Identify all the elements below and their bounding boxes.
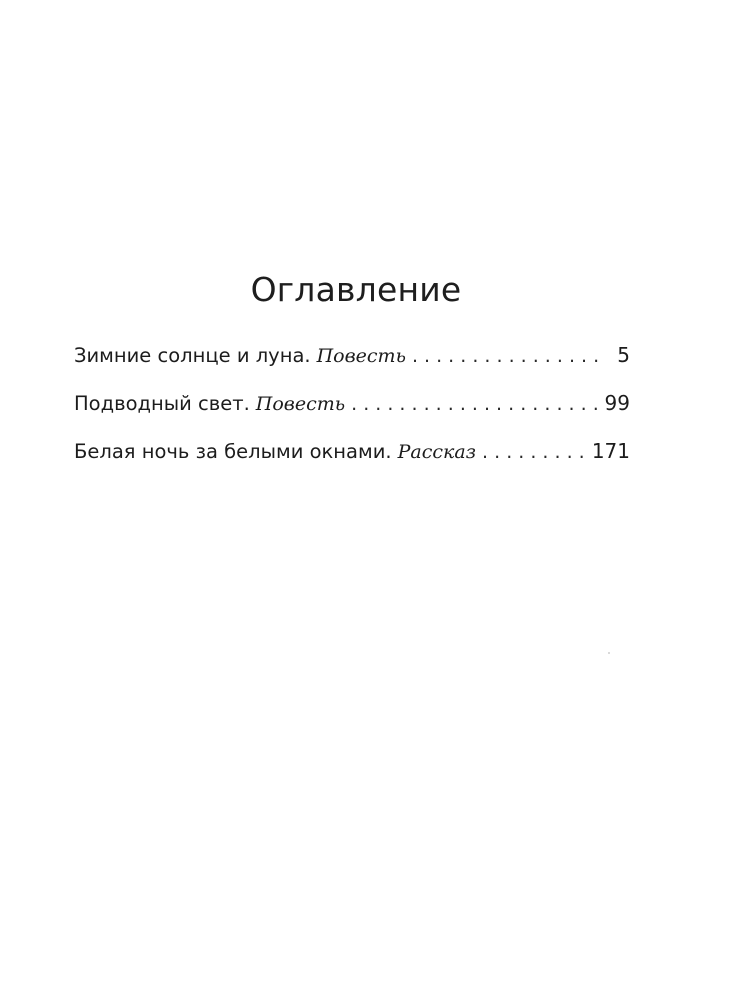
toc-entry-title: Белая ночь за белыми окнами. [74, 440, 392, 463]
toc-entry-page-number: 99 [604, 391, 630, 415]
paper-speck [608, 652, 610, 654]
toc-entry-genre: Рассказ [397, 441, 477, 463]
page-title: Оглавление [250, 270, 462, 309]
toc-entry-genre: Повесть [255, 393, 346, 415]
toc-entry-page-number: 5 [617, 343, 630, 367]
toc-entry-page-number: 171 [591, 439, 630, 463]
toc-entry-title: Подводный свет. [74, 392, 250, 415]
table-of-contents [74, 336, 630, 480]
dot-leader [351, 385, 598, 423]
toc-entry [74, 336, 630, 384]
dot-leader [482, 433, 586, 471]
toc-entry-title: Зимние солнце и луна. [74, 344, 311, 367]
toc-entry-genre: Повесть [316, 345, 406, 367]
toc-entry [74, 432, 630, 480]
toc-entry [74, 384, 630, 432]
dot-leader [412, 337, 602, 375]
